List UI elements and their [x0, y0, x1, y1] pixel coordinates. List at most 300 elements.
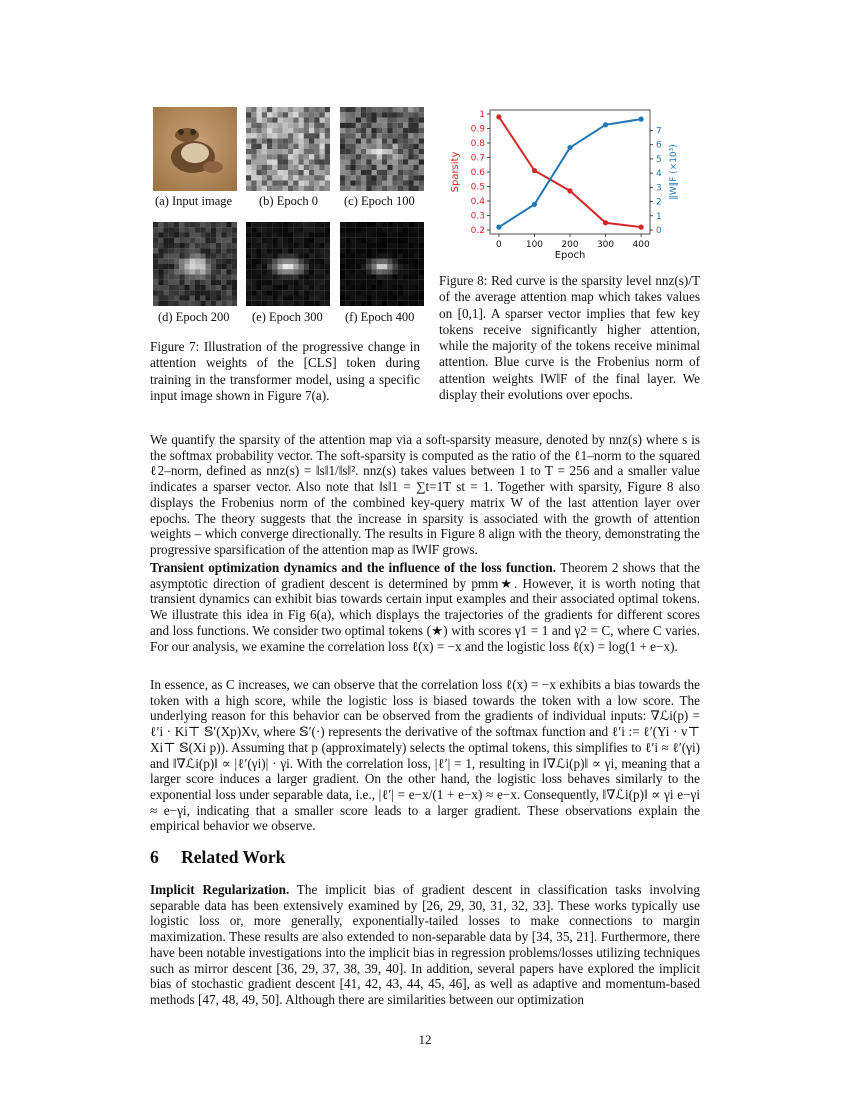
attention-pixel [419, 128, 424, 133]
attention-pixel [398, 175, 403, 180]
attention-pixel [372, 248, 377, 253]
attention-pixel [293, 259, 298, 264]
attention-pixel [351, 233, 356, 238]
attention-pixel [320, 222, 325, 227]
attention-pixel [393, 275, 398, 280]
attention-pixel [419, 107, 424, 112]
attention-pixel [221, 290, 226, 295]
attention-pixel [267, 264, 272, 269]
attention-pixel [414, 296, 419, 301]
attention-pixel [320, 290, 325, 295]
attention-pixel [262, 259, 267, 264]
attention-pixel [288, 118, 293, 123]
attention-pixel [414, 165, 419, 170]
y-tick-label-left: 0.9 [470, 124, 485, 135]
attention-pixel [190, 243, 195, 248]
attention-pixel [304, 123, 309, 128]
y-tick-label-left: 0.6 [470, 168, 485, 178]
attention-pixel [387, 175, 392, 180]
attention-pixel [299, 275, 304, 280]
attention-pixel [272, 290, 277, 295]
attention-pixel [377, 107, 382, 112]
attention-pixel [377, 248, 382, 253]
attention-pixel [382, 269, 387, 274]
attention-pixel [419, 170, 424, 175]
subcaption-c: (c) Epoch 100 [344, 194, 415, 208]
attention-pixel [398, 243, 403, 248]
attention-pixel [304, 149, 309, 154]
attention-pixel [314, 285, 319, 290]
attention-pixel [158, 269, 163, 274]
attention-pixel [377, 139, 382, 144]
attention-pixel [372, 107, 377, 112]
attention-pixel [320, 123, 325, 128]
attention-pixel [195, 269, 200, 274]
attention-pixel [351, 259, 356, 264]
attention-pixel [372, 139, 377, 144]
attention-pixel [262, 128, 267, 133]
attention-pixel [320, 296, 325, 301]
attention-pixel [393, 243, 398, 248]
attention-pixel [382, 275, 387, 280]
attention-pixel [393, 170, 398, 175]
attention-pixel [283, 118, 288, 123]
y-tick-label-left: 0.8 [470, 139, 485, 149]
attention-pixel [361, 186, 366, 191]
attention-pixel [340, 149, 345, 154]
attention-pixel [251, 107, 256, 112]
attention-pixel [351, 227, 356, 232]
attention-pixel [366, 107, 371, 112]
attention-pixel [393, 264, 398, 269]
attention-pixel [340, 233, 345, 238]
y-axis-right-label: ‖W‖F (×10³) [669, 144, 679, 200]
attention-pixel [382, 118, 387, 123]
attention-pixel [216, 290, 221, 295]
attention-pixel [419, 181, 424, 186]
attention-pixel [185, 222, 190, 227]
attention-pixel [164, 254, 169, 259]
attention-pixel [345, 181, 350, 186]
attention-pixel [262, 243, 267, 248]
attention-pixel [153, 301, 158, 306]
attention-pixel [232, 233, 237, 238]
attention-pixel [185, 248, 190, 253]
attention-pixel [288, 275, 293, 280]
attention-pixel [278, 123, 283, 128]
attention-pixel [272, 170, 277, 175]
attention-pixel [293, 139, 298, 144]
attention-pixel [345, 128, 350, 133]
attention-pixel [190, 269, 195, 274]
attention-pixel [361, 259, 366, 264]
attention-pixel [153, 296, 158, 301]
attention-pixel [320, 139, 325, 144]
attention-pixel [398, 186, 403, 191]
attention-pixel [299, 290, 304, 295]
attention-pixel [414, 285, 419, 290]
attention-pixel [304, 290, 309, 295]
attention-pixel [304, 248, 309, 253]
attention-pixel [232, 227, 237, 232]
attention-pixel [419, 112, 424, 117]
attention-pixel [179, 296, 184, 301]
attention-pixel [408, 144, 413, 149]
attention-pixel [293, 222, 298, 227]
attention-pixel [304, 186, 309, 191]
attention-pixel [232, 222, 237, 227]
attention-pixel [293, 233, 298, 238]
attention-pixel [179, 248, 184, 253]
sparsity-point [496, 114, 501, 119]
attention-pixel [314, 118, 319, 123]
attention-pixel [246, 301, 251, 306]
attention-pixel [356, 238, 361, 243]
attention-pixel [272, 160, 277, 165]
attention-pixel [372, 259, 377, 264]
attention-pixel [174, 290, 179, 295]
attention-pixel [398, 154, 403, 159]
attention-pixel [387, 112, 392, 117]
attention-pixel [169, 248, 174, 253]
attention-pixel [262, 238, 267, 243]
attention-pixel [325, 259, 330, 264]
attention-pixel [251, 170, 256, 175]
attention-pixel [325, 264, 330, 269]
attention-pixel [251, 243, 256, 248]
attention-pixel [403, 248, 408, 253]
attention-pixel [251, 275, 256, 280]
attention-pixel [398, 301, 403, 306]
attention-pixel [408, 186, 413, 191]
attention-pixel [299, 269, 304, 274]
attention-pixel [320, 275, 325, 280]
attention-pixel [382, 112, 387, 117]
attention-pixel [251, 139, 256, 144]
attention-pixel [345, 248, 350, 253]
attention-pixel [216, 254, 221, 259]
attention-pixel [382, 254, 387, 259]
attention-pixel [309, 264, 314, 269]
attention-pixel [246, 248, 251, 253]
attention-pixel [351, 254, 356, 259]
attention-pixel [393, 133, 398, 138]
attention-pixel [356, 160, 361, 165]
attention-pixel [414, 186, 419, 191]
attention-pixel [403, 165, 408, 170]
attention-pixel [387, 296, 392, 301]
attention-pixel [257, 128, 262, 133]
attention-pixel [246, 238, 251, 243]
attention-pixel [398, 222, 403, 227]
attention-pixel [351, 238, 356, 243]
attention-pixel [377, 112, 382, 117]
attention-pixel [262, 139, 267, 144]
attention-pixel [345, 290, 350, 295]
attention-pixel [251, 160, 256, 165]
attention-pixel [288, 269, 293, 274]
attention-pixel [414, 248, 419, 253]
attention-pixel [320, 233, 325, 238]
attention-pixel [299, 264, 304, 269]
attention-pixel [251, 227, 256, 232]
attention-pixel [419, 139, 424, 144]
attention-pixel [377, 154, 382, 159]
attention-pixel [377, 275, 382, 280]
attention-pixel [169, 227, 174, 232]
attention-pixel [314, 181, 319, 186]
attention-pixel [179, 254, 184, 259]
attention-pixel [251, 296, 256, 301]
attention-pixel [267, 118, 272, 123]
attention-pixel [320, 128, 325, 133]
attention-pixel [340, 181, 345, 186]
attention-pixel [293, 280, 298, 285]
attention-pixel [257, 290, 262, 295]
attention-pixel [320, 238, 325, 243]
attention-pixel [320, 243, 325, 248]
attention-pixel [403, 112, 408, 117]
attention-pixel [393, 290, 398, 295]
section-heading [150, 847, 285, 868]
attention-pixel [314, 233, 319, 238]
attention-pixel [304, 259, 309, 264]
attention-pixel [345, 107, 350, 112]
attention-pixel [257, 269, 262, 274]
attention-pixel [309, 170, 314, 175]
attention-pixel [340, 112, 345, 117]
attention-pixel [393, 112, 398, 117]
attention-pixel [278, 259, 283, 264]
x-tick-label: 300 [596, 240, 615, 250]
attention-pixel [153, 285, 158, 290]
attention-pixel [325, 181, 330, 186]
attention-pixel [293, 285, 298, 290]
attention-pixel [299, 133, 304, 138]
attention-pixel [356, 139, 361, 144]
attention-pixel [366, 118, 371, 123]
attention-pixel [408, 181, 413, 186]
attention-pixel [393, 107, 398, 112]
attention-pixel [419, 243, 424, 248]
attention-pixel [382, 222, 387, 227]
attention-pixel [216, 269, 221, 274]
attention-pixel [185, 227, 190, 232]
attention-pixel [309, 165, 314, 170]
attention-pixel [293, 248, 298, 253]
attention-pixel [377, 181, 382, 186]
attention-pixel [293, 160, 298, 165]
attention-pixel [340, 269, 345, 274]
attention-pixel [304, 264, 309, 269]
attention-pixel [304, 254, 309, 259]
attention-pixel [351, 290, 356, 295]
attention-pixel [387, 233, 392, 238]
attention-pixel [403, 233, 408, 238]
attention-pixel [366, 248, 371, 253]
attention-pixel [314, 139, 319, 144]
attention-pixel [195, 296, 200, 301]
attention-pixel [387, 280, 392, 285]
attention-pixel [351, 123, 356, 128]
y-tick-label-right: 6 [656, 140, 662, 151]
attention-pixel [221, 233, 226, 238]
attention-pixel [246, 128, 251, 133]
attention-pixel [419, 222, 424, 227]
attention-pixel [408, 149, 413, 154]
attention-pixel [153, 290, 158, 295]
attention-pixel [314, 128, 319, 133]
attention-pixel [372, 165, 377, 170]
attention-pixel [403, 133, 408, 138]
attention-pixel [325, 107, 330, 112]
attention-pixel [393, 149, 398, 154]
attention-pixel [190, 280, 195, 285]
attention-pixel [366, 112, 371, 117]
attention-pixel [179, 243, 184, 248]
attention-pixel [382, 107, 387, 112]
attention-pixel [293, 133, 298, 138]
attention-pixel [377, 128, 382, 133]
attention-map-epoch-100 [340, 107, 424, 191]
attention-pixel [246, 290, 251, 295]
attention-pixel [267, 280, 272, 285]
attention-pixel [408, 269, 413, 274]
attention-pixel [408, 175, 413, 180]
attention-pixel [356, 181, 361, 186]
attention-pixel [262, 181, 267, 186]
attention-pixel [419, 144, 424, 149]
attention-pixel [267, 181, 272, 186]
attention-pixel [408, 296, 413, 301]
attention-pixel [325, 118, 330, 123]
attention-pixel [372, 133, 377, 138]
attention-pixel [251, 285, 256, 290]
attention-pixel [262, 280, 267, 285]
attention-pixel [262, 160, 267, 165]
attention-pixel [262, 264, 267, 269]
paragraph-sparsity: We quantify the sparsity of the attention map via a soft-sparsity measure, denoted by nnz(s) where s is the softmax probability vector. The soft-sparsity is computed as the ratio of the ℓ1–norm to the squared ℓ2–norm, defined as nnz(s) = ‖s‖1/‖s‖². nnz(s) takes values between 1 to T = 256 and a smaller value indicates a sparser vector. Also note that ‖s‖1 = ∑t=1T st = 1. Together with sparsity, Figure 8 also displays the Frobenius norm of the combined key-query matrix W of the last attention layer over epochs. The theory suggests that the increase in sparsity is associated with the growth of attention weights – which converge directionally. The results in Figure 8 align with the theory, demonstrating the progressive sparsification of the attention map as ‖W‖F grows. [150, 432, 700, 557]
attention-pixel [345, 139, 350, 144]
attention-pixel [309, 248, 314, 253]
attention-pixel [377, 259, 382, 264]
attention-pixel [158, 285, 163, 290]
attention-pixel [200, 254, 205, 259]
attention-pixel [419, 248, 424, 253]
attention-pixel [299, 248, 304, 253]
attention-pixel [340, 243, 345, 248]
attention-pixel [278, 280, 283, 285]
attention-pixel [278, 175, 283, 180]
attention-pixel [320, 280, 325, 285]
attention-pixel [414, 154, 419, 159]
attention-pixel [221, 269, 226, 274]
attention-pixel [356, 170, 361, 175]
sparsity-point [532, 168, 537, 173]
attention-pixel [408, 285, 413, 290]
attention-pixel [398, 296, 403, 301]
attention-pixel [345, 165, 350, 170]
attention-pixel [179, 222, 184, 227]
attention-pixel [382, 144, 387, 149]
attention-pixel [345, 118, 350, 123]
attention-pixel [320, 175, 325, 180]
attention-pixel [257, 154, 262, 159]
attention-pixel [216, 248, 221, 253]
attention-pixel [153, 254, 158, 259]
attention-pixel [227, 233, 232, 238]
attention-pixel [408, 154, 413, 159]
attention-pixel [227, 280, 232, 285]
attention-pixel [304, 238, 309, 243]
attention-pixel [272, 264, 277, 269]
attention-pixel [387, 290, 392, 295]
attention-pixel [174, 254, 179, 259]
attention-pixel [251, 154, 256, 159]
attention-pixel [221, 275, 226, 280]
attention-pixel [227, 285, 232, 290]
attention-pixel [345, 285, 350, 290]
attention-pixel [393, 165, 398, 170]
attention-pixel [314, 149, 319, 154]
attention-pixel [257, 296, 262, 301]
attention-pixel [382, 170, 387, 175]
attention-pixel [211, 238, 216, 243]
attention-pixel [283, 259, 288, 264]
attention-pixel [262, 301, 267, 306]
attention-pixel [361, 123, 366, 128]
attention-pixel [216, 259, 221, 264]
y-tick-label-left: 0.2 [470, 226, 485, 236]
attention-pixel [340, 254, 345, 259]
attention-pixel [414, 144, 419, 149]
attention-pixel [325, 149, 330, 154]
attention-pixel [340, 227, 345, 232]
attention-pixel [272, 144, 277, 149]
attention-pixel [257, 243, 262, 248]
y-tick-label-left: 0.5 [470, 182, 485, 193]
attention-pixel [382, 248, 387, 253]
attention-pixel [366, 181, 371, 186]
attention-pixel [314, 165, 319, 170]
attention-pixel [278, 133, 283, 138]
attention-pixel [185, 254, 190, 259]
attention-pixel [393, 227, 398, 232]
y-tick-label-right: 4 [656, 169, 662, 180]
attention-pixel [158, 280, 163, 285]
attention-pixel [414, 175, 419, 180]
attention-pixel [366, 165, 371, 170]
attention-pixel [232, 275, 237, 280]
attention-pixel [314, 227, 319, 232]
paragraph-heading: Transient optimization dynamics and the influence of the loss function. [150, 560, 557, 575]
attention-pixel [164, 269, 169, 274]
attention-pixel [246, 149, 251, 154]
attention-pixel [304, 170, 309, 175]
attention-pixel [179, 264, 184, 269]
x-tick-label: 200 [561, 240, 579, 250]
attention-pixel [272, 248, 277, 253]
attention-pixel [304, 181, 309, 186]
attention-pixel [314, 107, 319, 112]
attention-pixel [408, 227, 413, 232]
attention-pixel [283, 301, 288, 306]
attention-pixel [299, 181, 304, 186]
attention-pixel [216, 238, 221, 243]
attention-pixel [309, 144, 314, 149]
attention-pixel [361, 139, 366, 144]
attention-pixel [200, 275, 205, 280]
